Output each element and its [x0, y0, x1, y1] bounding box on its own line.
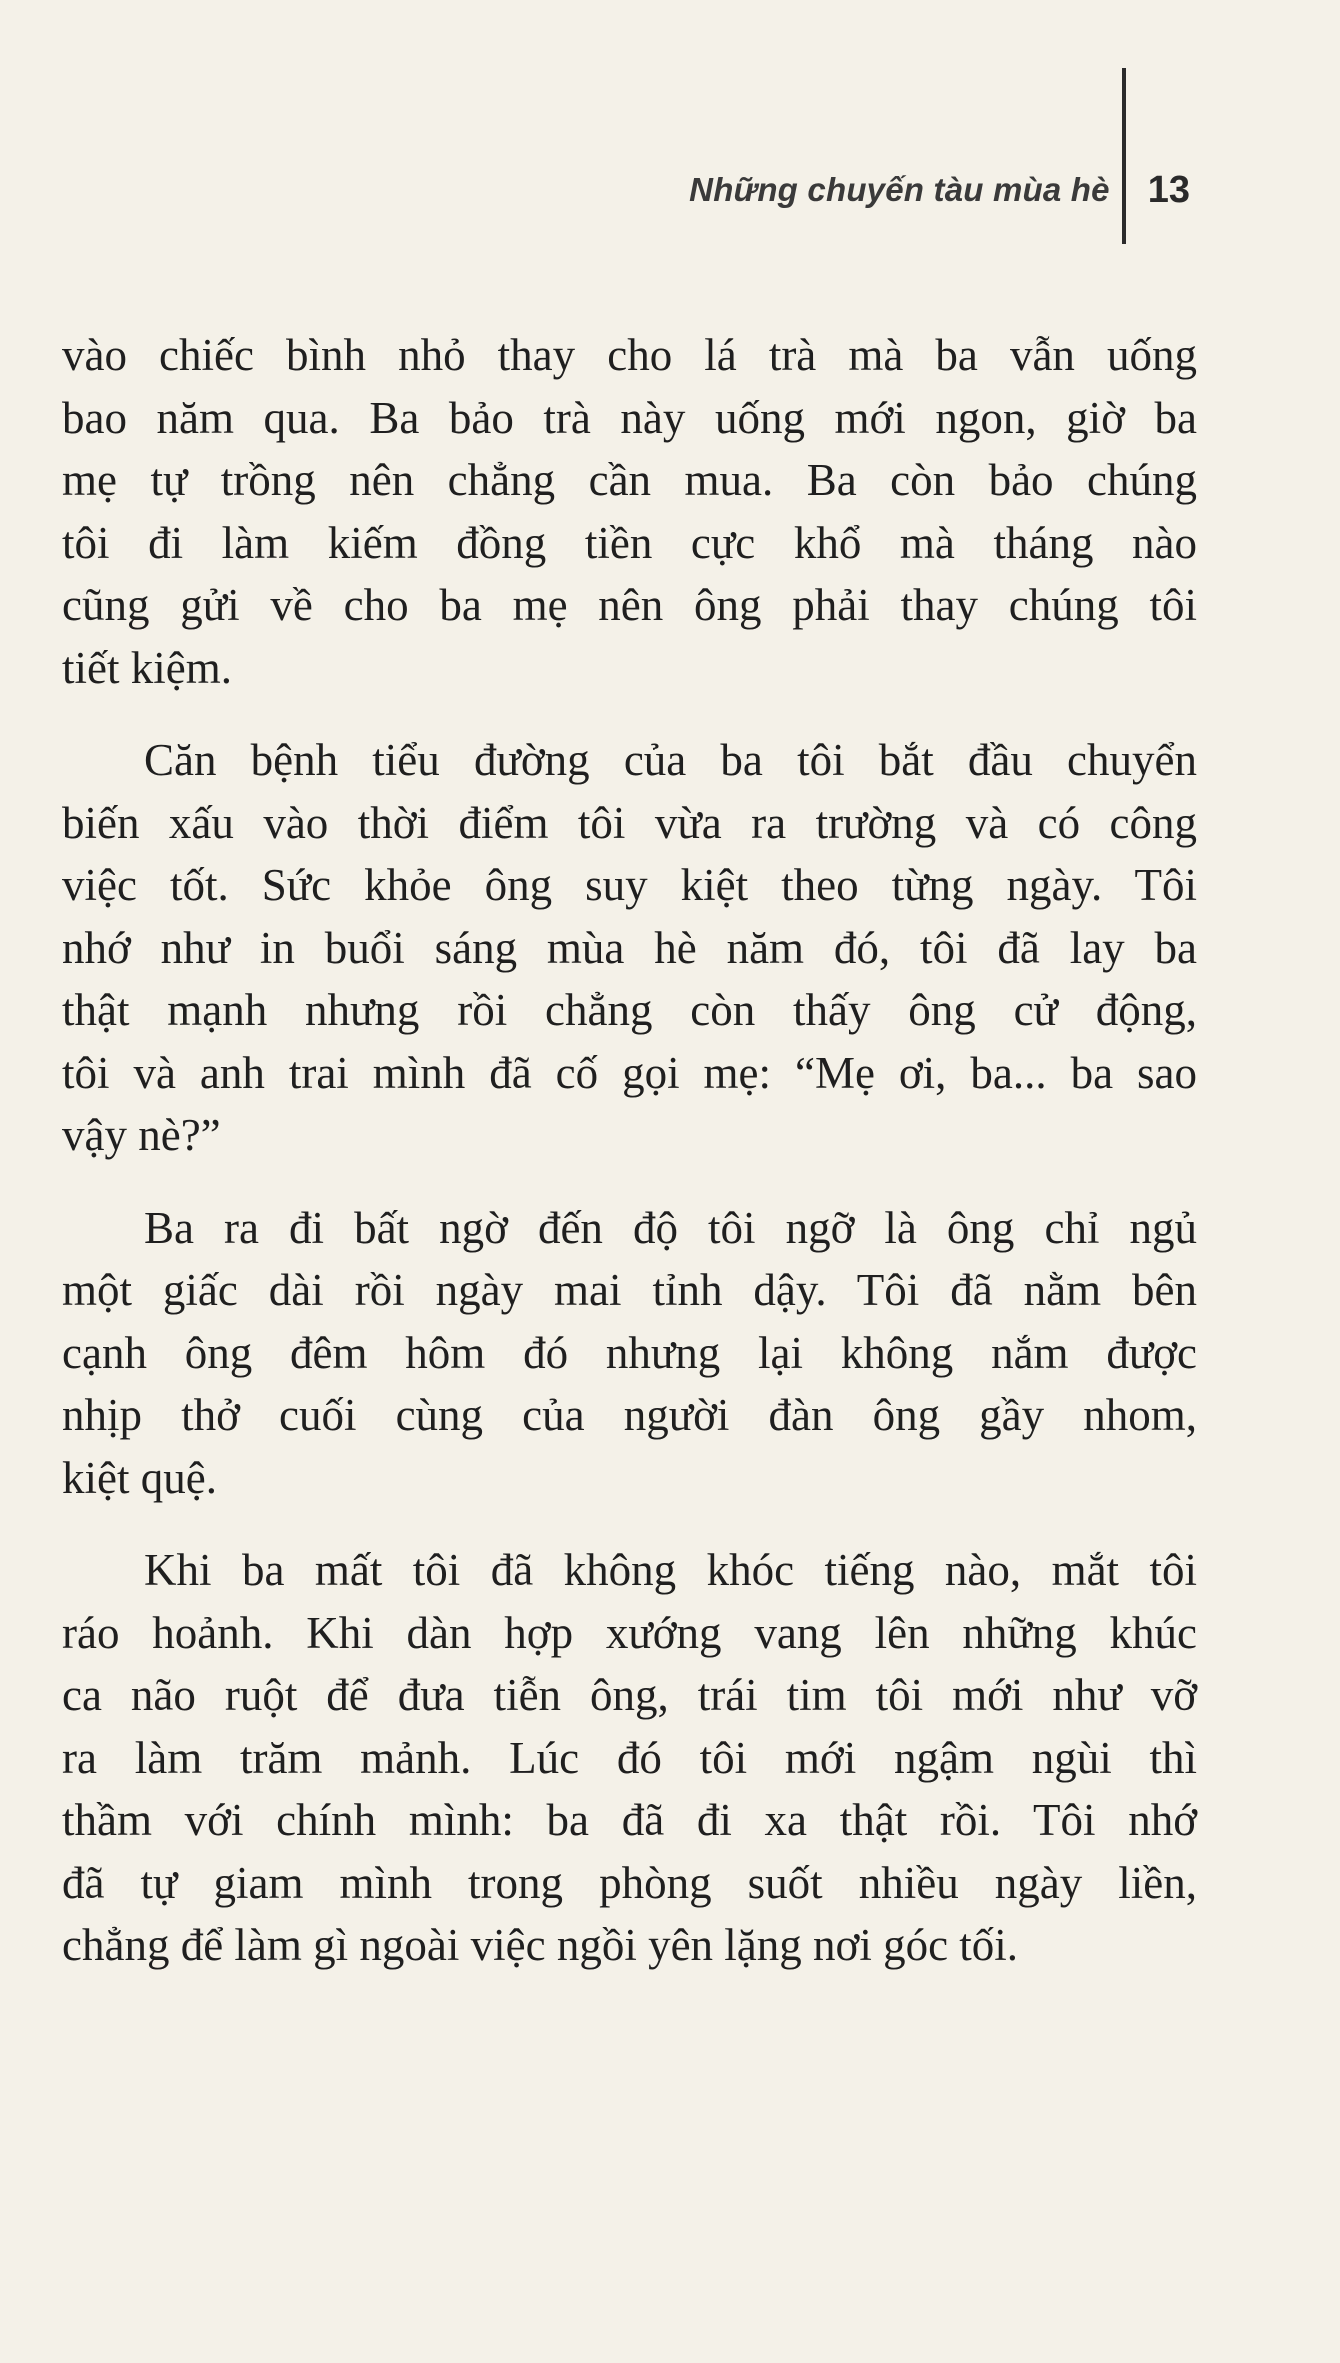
page-number: 13 — [1147, 168, 1190, 211]
paragraph — [62, 1197, 1197, 1510]
text-line: tiết kiệm. — [62, 642, 232, 693]
text-line: Ba ra đi bất ngờ đến độ tôi ngỡ là ông chỉ ngủ — [144, 1202, 1197, 1253]
paragraph — [62, 729, 1197, 1167]
text-line: việc tốt. Sức khỏe ông suy kiệt theo từng ngày. Tôi — [62, 860, 1197, 910]
text-line: nhịp thở cuối cùng của người đàn ông gầy nhom, — [62, 1390, 1197, 1440]
running-title: Những chuyến tàu mùa hè — [689, 171, 1110, 208]
text-line: vào chiếc bình nhỏ thay cho lá trà mà ba vẫn uống — [62, 330, 1197, 380]
text-line: Khi ba mất tôi đã không khóc tiếng nào, mắt tôi — [144, 1545, 1197, 1595]
text-line: một giấc dài rồi ngày mai tỉnh dậy. Tôi đã nằm bên — [62, 1265, 1197, 1315]
text-line: đã tự giam mình trong phòng suốt nhiều ngày liền, — [62, 1857, 1197, 1908]
text-line: cũng gửi về cho ba mẹ nên ông phải thay chúng tôi — [62, 580, 1197, 630]
body-text — [62, 324, 1197, 2007]
text-line: biến xấu vào thời điểm tôi vừa ra trường và có công — [62, 797, 1197, 848]
text-line: chẳng để làm gì ngoài việc ngồi yên lặng nơi góc tối. — [62, 1920, 1019, 1970]
text-line: ra làm trăm mảnh. Lúc đó tôi mới ngậm ngùi thì — [62, 1732, 1197, 1783]
text-line: Căn bệnh tiểu đường của ba tôi bắt đầu chuyển — [144, 735, 1197, 785]
text-line: tôi đi làm kiếm đồng tiền cực khổ mà tháng nào — [62, 517, 1197, 568]
text-line: mẹ tự trồng nên chẳng cần mua. Ba còn bảo chúng — [62, 455, 1197, 505]
paragraph — [62, 1539, 1197, 1977]
text-line: vậy nè?” — [62, 1110, 221, 1160]
text-line: thật mạnh nhưng rồi chẳng còn thấy ông cử động, — [62, 985, 1197, 1035]
text-line: nhớ như in buổi sáng mùa hè năm đó, tôi đã lay ba — [62, 922, 1197, 973]
paragraph — [62, 324, 1197, 699]
text-line: cạnh ông đêm hôm đó nhưng lại không nắm được — [62, 1327, 1197, 1378]
text-line: bao năm qua. Ba bảo trà này uống mới ngon, giờ ba — [62, 392, 1197, 443]
text-line: ráo hoảnh. Khi dàn hợp xướng vang lên những khúc — [62, 1607, 1197, 1658]
text-line: tôi và anh trai mình đã cố gọi mẹ: “Mẹ ơi, ba... ba sao — [62, 1047, 1197, 1098]
text-line: thầm với chính mình: ba đã đi xa thật rồi. Tôi nhớ — [62, 1795, 1197, 1845]
text-line: kiệt quệ. — [62, 1452, 217, 1503]
text-line: ca não ruột để đưa tiễn ông, trái tim tôi mới như vỡ — [62, 1670, 1197, 1720]
page-header — [689, 160, 1190, 220]
